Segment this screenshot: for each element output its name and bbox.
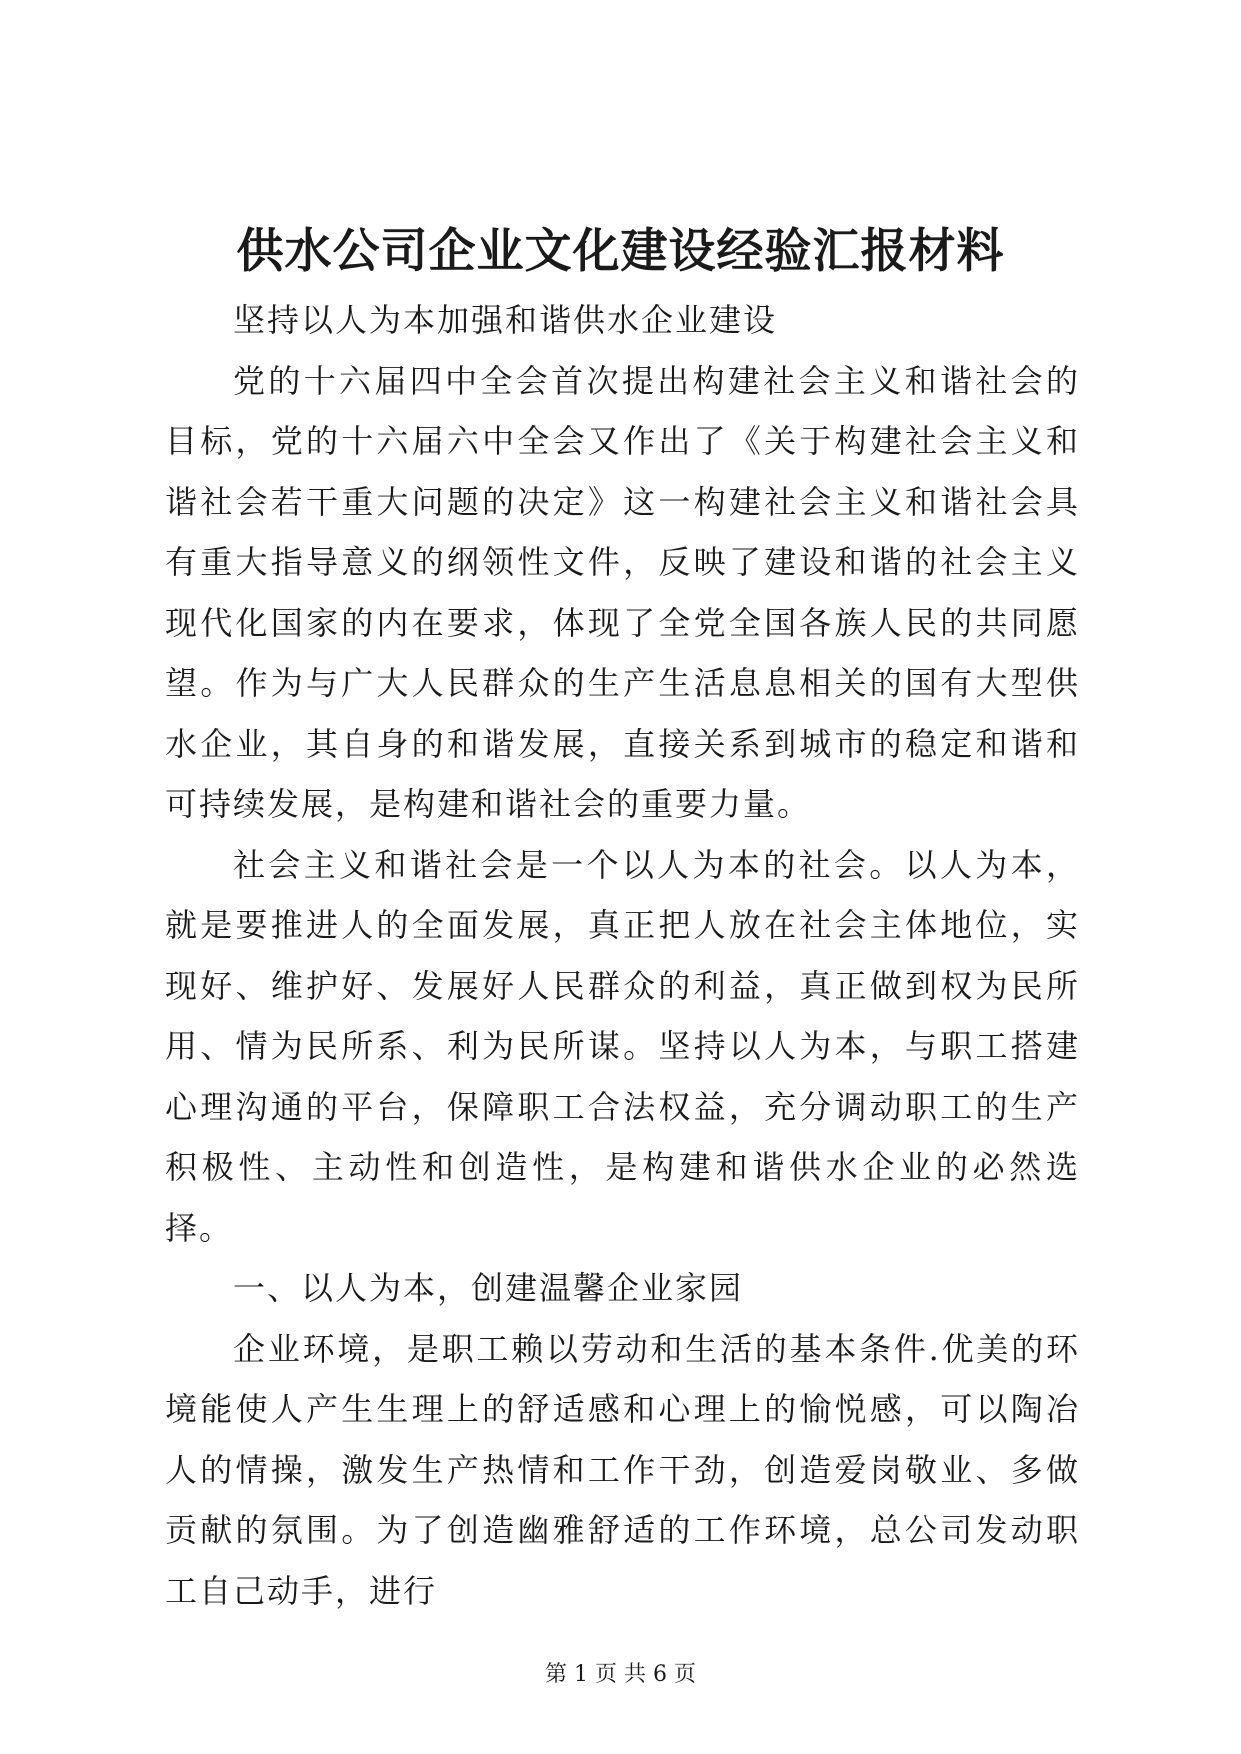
page-number-footer: 第 1 页 共 6 页: [545, 1662, 696, 1687]
section-heading: 一、以人为本，创建温馨企业家园: [233, 1269, 744, 1307]
document-body: [165, 290, 1080, 1621]
body-paragraph: 社会主义和谐社会是一个以人为本的社会。以人为本，就是要推进人的全面发展，真正把人放在社会主体地位，实现好、维护好、发展好人民群众的利益，真正做到权为民所用、情为民所系、利为民所谋。坚持以人为本，与职工搭建心理沟通的平台，保障职工合法权益，充分调动职工的生产积极性、主动性和创造性，是构建和谐供水企业的必然选择。: [165, 845, 1080, 1247]
subtitle-paragraph: 坚持以人为本加强和谐供水企业建设: [233, 301, 778, 339]
body-paragraph: 党的十六届四中全会首次提出构建社会主义和谐社会的目标，党的十六届六中全会又作出了《关于构建社会主义和谐社会若干重大问题的决定》这一构建社会主义和谐社会具有重大指导意义的纲领性文件，反映了建设和谐的社会主义现代化国家的内在要求，体现了全党全国各族人民的共同愿望。作为与广大人民群众的生产生活息息相关的国有大型供水企业，其自身的和谐发展，直接关系到城市的稳定和谐和可持续发展，是构建和谐社会的重要力量。: [165, 361, 1080, 823]
document-title: 供水公司企业文化建设经验汇报材料: [236, 224, 1005, 279]
body-paragraph: 企业环境，是职工赖以劳动和生活的基本条件.优美的环境能使人产生生理上的舒适感和心理上的愉悦感，可以陶冶人的情操，激发生产热情和工作干劲，创造爱岗敬业、多做贡献的氛围。为了创造幽雅舒适的工作环境，总公司发动职工自己动手，进行: [165, 1329, 1080, 1610]
